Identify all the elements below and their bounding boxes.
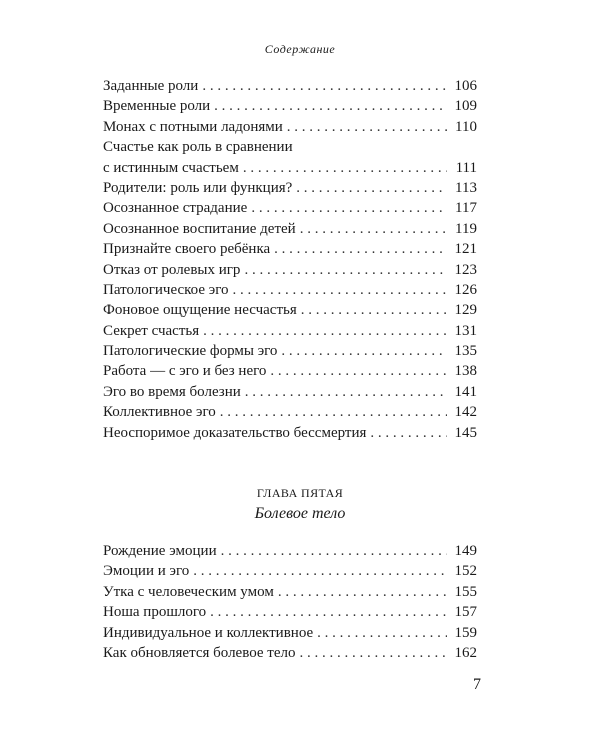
leader-dots (245, 382, 447, 402)
toc-entry-page: 111 (455, 159, 477, 176)
leader-dots (243, 158, 447, 178)
leader-dots (244, 260, 447, 280)
toc-entry-title: Фоновое ощущение несчастья (103, 302, 297, 319)
toc-entry-title: Секрет счастья (103, 322, 200, 339)
leader-dots (301, 300, 447, 320)
toc-entry-title: Монах с потными ладонями (103, 118, 283, 135)
toc-entry (103, 300, 477, 320)
leader-dots (220, 402, 447, 422)
toc-entry-title: Эмоции и эго (103, 563, 190, 580)
toc-entry (103, 341, 477, 361)
toc-entry-title: Неоспоримое доказательство бессмертия (103, 424, 367, 441)
toc-entry (103, 158, 477, 178)
toc-entry-page: 145 (454, 424, 477, 441)
leader-dots (193, 561, 447, 581)
toc-entry (103, 541, 477, 561)
toc-entry-page: 106 (454, 78, 477, 94)
leader-dots (281, 341, 447, 361)
toc-entry (103, 280, 477, 300)
toc-entry-page: 126 (454, 281, 477, 298)
toc-entry (103, 423, 477, 443)
toc-entry-page: 129 (454, 302, 477, 319)
leader-dots (299, 643, 447, 663)
toc-entry-page: 123 (454, 261, 477, 278)
toc-entry-page: 119 (455, 220, 477, 237)
toc-entry (103, 582, 477, 602)
leader-dots (317, 623, 447, 643)
toc-entry-title: Признайте своего ребёнка (103, 241, 271, 258)
toc-entry-page: 110 (455, 118, 477, 135)
toc-entry-title: Коллективное эго (103, 404, 216, 421)
toc-entry (103, 96, 477, 116)
leader-dots (300, 219, 447, 239)
toc-entry-title: Осознанное страдание (103, 200, 248, 217)
toc-section-1 (103, 76, 477, 443)
toc-entry (103, 382, 477, 402)
toc-entry-page: 152 (454, 563, 477, 580)
toc-entry-title: Как обновляется болевое тело (103, 644, 296, 661)
toc-entry (103, 561, 477, 581)
toc-entry-page: 157 (454, 604, 477, 621)
toc-entry-page: 159 (454, 624, 477, 641)
toc-entry (103, 198, 477, 218)
toc-entry (103, 178, 477, 198)
leader-dots (296, 178, 447, 198)
leader-dots (210, 602, 447, 622)
chapter-title: Болевое тело (254, 505, 346, 522)
toc-entry (103, 402, 477, 422)
toc-entry-page: 162 (454, 644, 477, 661)
leader-dots (214, 96, 447, 116)
toc-entry-title: Заданные роли (103, 78, 199, 94)
toc-entry-page: 138 (454, 363, 477, 380)
toc-entry-title-line1: Счастье как роль в сравнении (103, 139, 293, 156)
toc-entry-title: Отказ от ролевых игр (103, 261, 241, 278)
toc-entry-page: 113 (455, 179, 477, 196)
toc-entry (103, 76, 477, 96)
toc-entry-page: 117 (455, 200, 477, 217)
toc-entry (103, 117, 477, 137)
leader-dots (274, 239, 447, 259)
toc-entry (103, 219, 477, 239)
toc-entry-title: с истинным счастьем (103, 159, 239, 176)
toc-entry-page: 141 (454, 383, 477, 400)
toc-entry-page: 135 (454, 343, 477, 360)
toc-entry-page: 155 (454, 583, 477, 600)
toc-entry-page: 109 (454, 98, 477, 115)
toc-entry-title: Индивидуальное и коллективное (103, 624, 314, 641)
leader-dots (202, 76, 447, 96)
chapter-label: ГЛАВА ПЯТАЯ (256, 486, 344, 500)
toc-entry-page: 142 (454, 404, 477, 421)
toc-entry-title: Ноша прошлого (103, 604, 207, 621)
leader-dots (278, 582, 447, 602)
leader-dots (221, 541, 447, 561)
toc-entry-title: Осознанное воспитание детей (103, 220, 296, 237)
toc-entry-title: Родители: роль или функция? (103, 179, 293, 196)
leader-dots (370, 423, 447, 443)
toc-section-2 (103, 541, 477, 663)
toc-entry-title: Патологическое эго (103, 281, 229, 298)
toc-entry-title: Патологические формы эго (103, 343, 278, 360)
leader-dots (270, 361, 447, 381)
toc-entry-title: Рождение эмоции (103, 543, 217, 559)
toc-entry (103, 321, 477, 341)
toc-entry-title: Утка с человеческим умом (103, 583, 274, 600)
leader-dots (233, 280, 448, 300)
toc-entry-title: Работа — с эго и без него (103, 363, 267, 380)
toc-entry-title: Эго во время болезни (103, 383, 241, 400)
toc-entry-page: 131 (454, 322, 477, 339)
toc-entry-page: 149 (454, 543, 477, 559)
toc-entry-page: 121 (454, 241, 477, 258)
leader-dots (203, 321, 447, 341)
toc-entry (103, 643, 477, 663)
toc-entry (103, 239, 477, 259)
toc-entry (103, 260, 477, 280)
toc-entry (103, 623, 477, 643)
leader-dots (251, 198, 447, 218)
toc-entry-title: Временные роли (103, 98, 211, 115)
page-number: 7 (473, 676, 481, 693)
running-head: Содержание (264, 42, 336, 56)
leader-dots (287, 117, 447, 137)
toc-entry (103, 602, 477, 622)
toc-entry (103, 361, 477, 381)
